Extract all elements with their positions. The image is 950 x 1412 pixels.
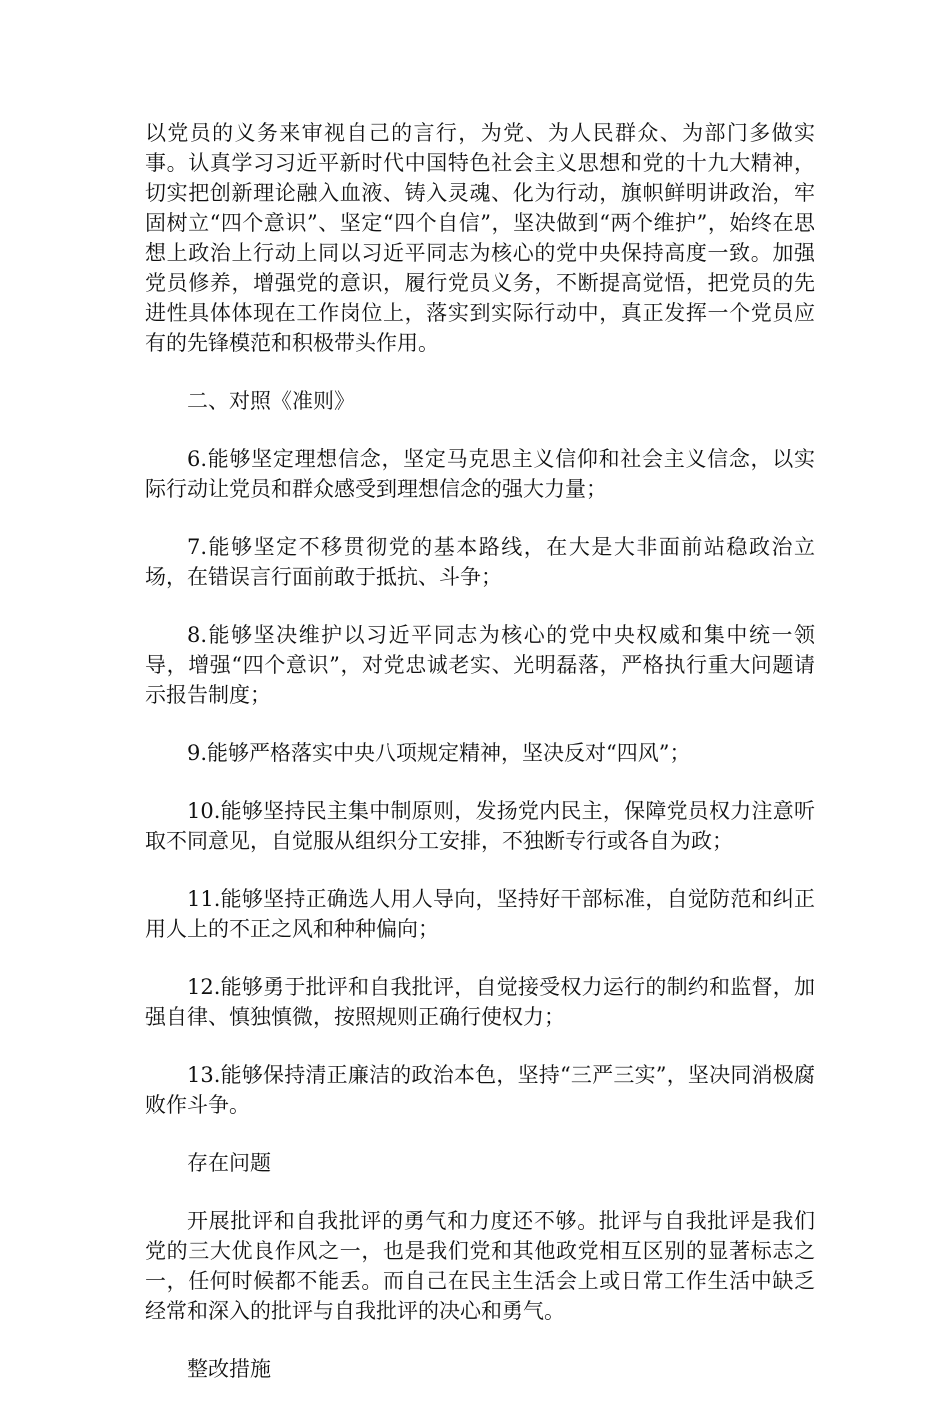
section-heading-standards: 二、对照《准则》 [187,389,355,413]
section-heading-measures: 整改措施 [187,1357,271,1381]
list-item: 9.能够严格落实中央八项规定精神，坚决反对“四风”； [187,741,691,765]
list-item: 10.能够坚持民主集中制原则，发扬党内民主，保障党员权力注意听取不同意见，自觉服从组织分工安排，不独断专行或各自为政； [145,799,815,853]
list-item: 6.能够坚定理想信念，坚定马克思主义信仰和社会主义信念，以实际行动让党员和群众感受到理想信念的强大力量； [145,447,815,501]
paragraph-problems: 开展批评和自我批评的勇气和力度还不够。批评与自我批评是我们党的三大优良作风之一，也是我们党和其他政党相互区别的显著标志之一，任何时候都不能丢。而自己在民主生活会上或日常工作生活中缺乏经常和深入的批评与自我批评的决心和勇气。 [145,1209,815,1323]
list-item: 12.能够勇于批评和自我批评，自觉接受权力运行的制约和监督，加强自律、慎独慎微，按照规则正确行使权力； [145,975,815,1029]
list-item: 7.能够坚定不移贯彻党的基本路线，在大是大非面前站稳政治立场，在错误言行面前敢于抵抗、斗争； [145,535,815,589]
paragraph-duties: 以党员的义务来审视自己的言行，为党、为人民群众、为部门多做实事。认真学习习近平新时代中国特色社会主义思想和党的十九大精神，切实把创新理论融入血液、铸入灵魂、化为行动，旗帜鲜明讲政治，牢固树立“四个意识”、坚定“四个自信”，坚决做到“两个维护”，始终在思想上政治上行动上同以习近平同志为核心的党中央保持高度一致。加强党员修养，增强党的意识，履行党员义务，不断提高觉悟，把党员的先进性具体体现在工作岗位上，落实到实际行动中，真正发挥一个党员应有的先锋模范和积极带头作用。 [145,121,815,355]
list-item: 8.能够坚决维护以习近平同志为核心的党中央权威和集中统一领导，增强“四个意识”，对党忠诚老实、光明磊落，严格执行重大问题请示报告制度； [145,623,815,707]
list-item: 13.能够保持清正廉洁的政治本色，坚持“三严三实”，坚决同消极腐败作斗争。 [145,1063,815,1117]
section-heading-problems: 存在问题 [187,1151,271,1175]
document-body [145,118,815,1412]
list-item: 11.能够坚持正确选人用人导向，坚持好干部标准，自觉防范和纠正用人上的不正之风和种种偏向； [145,887,815,941]
